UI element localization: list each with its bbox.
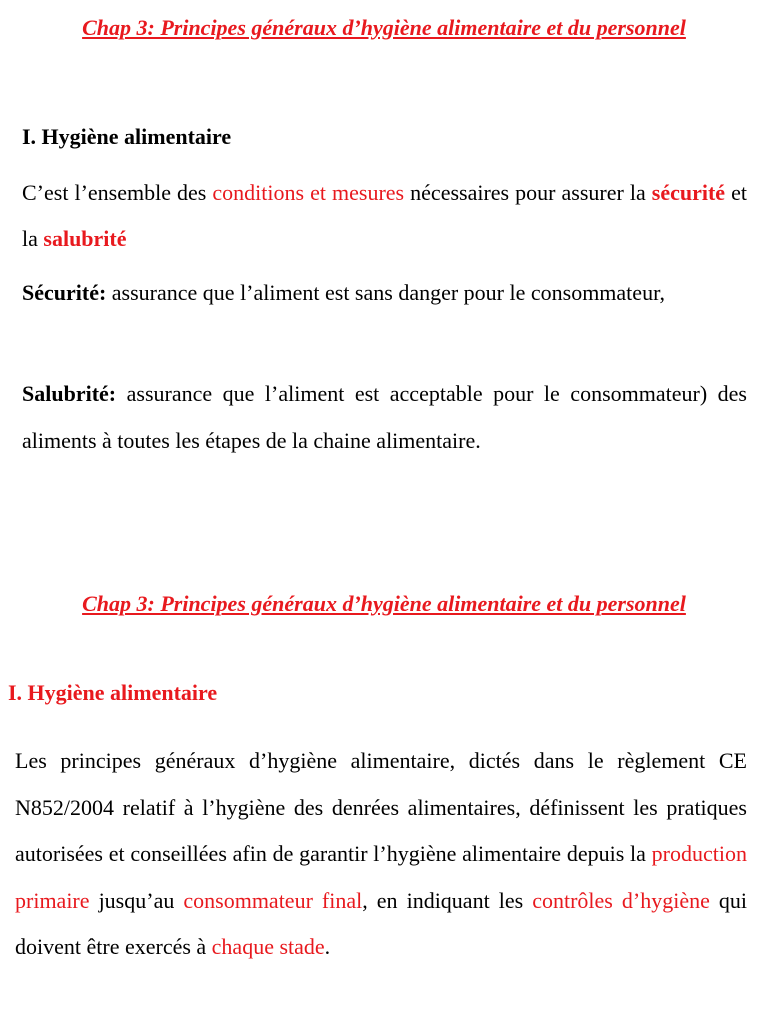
highlight-controles-hygiene: contrôles d’hygiène [532, 887, 710, 913]
section-heading-2: I. Hygiène alimentaire [8, 680, 218, 705]
term-securite: sécurité [651, 180, 726, 205]
salubrite-paragraph: Salubrité: assurance que l’aliment est acceptable pour le consommateur) des aliments à toutes les étapes de la chaine alimentaire. [22, 381, 747, 453]
section-heading: I. Hygiène alimentaire [22, 124, 232, 149]
securite-label: Sécurité: [22, 280, 107, 305]
salubrite-label: Salubrité: [22, 381, 117, 406]
highlight-conditions: conditions et mesures [212, 180, 405, 205]
highlight-consommateur-final: consommateur final [183, 887, 363, 913]
highlight-production-primaire: production primaire [15, 841, 747, 913]
principles-paragraph: Les principes généraux d’hygiène alimentaire, dictés dans le règlement CE N852/2004 relatif à l’hygiène des denrées alimentaires, définissent les pratiques autorisées et conseillées afin de garantir l’hygiène alimentaire depuis la production primaire jusqu’au consommateur final, en indiquant les contrôles d’hygiène qui doivent être exercés à chaque stade. [15, 748, 748, 959]
chapter-title: Chap 3: Principes généraux d’hygiène alimentaire et du personnel [82, 15, 686, 40]
chapter-title-2: Chap 3: Principes généraux d’hygiène alimentaire et du personnel [82, 591, 686, 616]
securite-paragraph: Sécurité: assurance que l’aliment est sans danger pour le consommateur, [22, 280, 666, 305]
term-salubrite: salubrité [43, 226, 127, 251]
definition-paragraph: C’est l’ensemble des conditions et mesures nécessaires pour assurer la sécurité et la salubrité [22, 180, 747, 251]
highlight-chaque-stade: chaque stade [211, 934, 325, 959]
